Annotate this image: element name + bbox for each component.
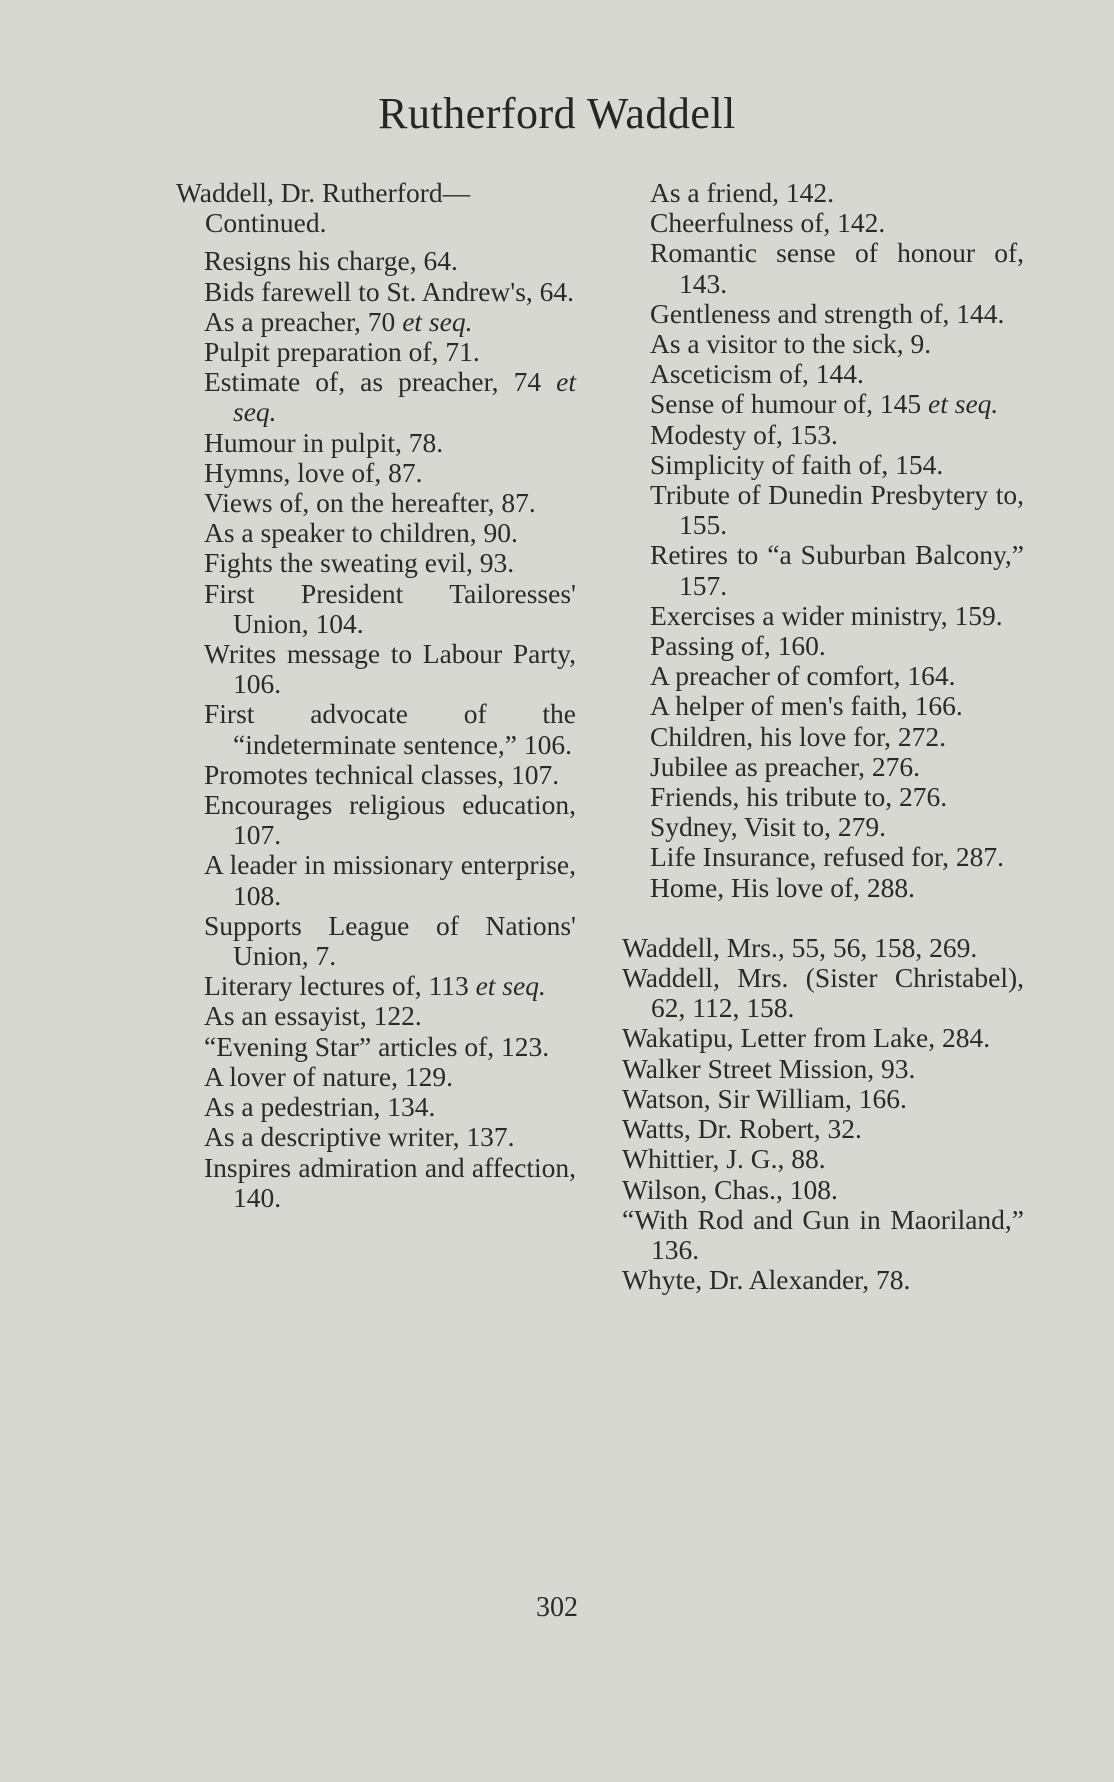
index-entry: As a friend, 142. [650, 177, 835, 208]
index-entry: Estimate of, as preacher, 74 et seq. [204, 366, 576, 428]
index-column-right [622, 178, 1024, 1295]
index-entry: Encourages religious education, 107. [204, 789, 576, 851]
index-entry: As a speaker to children, 90. [204, 517, 518, 549]
index-entry: Bids farewell to St. Andrew's, 64. [204, 275, 575, 307]
index-entry: Resigns his charge, 64. [204, 245, 458, 277]
index-entry: Jubilee as preacher, 276. [650, 750, 920, 782]
index-entry: Humour in pulpit, 78. [204, 426, 444, 458]
index-entry: Friends, his tribute to, 276. [650, 781, 948, 813]
index-entry: Inspires admiration and affection, 140. [204, 1151, 576, 1213]
index-entry: As a pedestrian, 134. [204, 1091, 436, 1123]
index-entry: Simplicity of faith of, 154. [650, 448, 944, 480]
index-entry: Supports League of Nations' Union, 7. [204, 909, 576, 972]
index-entry: Children, his love for, 272. [650, 720, 947, 752]
index-entry: Promotes technical classes, 107. [204, 758, 560, 790]
index-entry: Watts, Dr. Robert, 32. [622, 1113, 862, 1145]
index-entry: Hymns, love of, 87. [204, 456, 423, 488]
index-entry: Watson, Sir William, 166. [622, 1082, 907, 1114]
index-entry: As a preacher, 70 et seq. [204, 305, 473, 337]
index-entry: As an essayist, 122. [204, 1000, 422, 1032]
index-entry: Wilson, Chas., 108. [622, 1173, 838, 1205]
index-entry: Literary lectures of, 113 et seq. [204, 970, 546, 1002]
index-entry: “Evening Star” articles of, 123. [204, 1030, 550, 1062]
index-entry: A lover of nature, 129. [204, 1060, 453, 1092]
index-heading: Waddell, Dr. Rutherford— Continued. [176, 177, 471, 239]
index-entry: Exercises a wider ministry, 159. [650, 599, 1003, 631]
index-entry: A leader in missionary enterprise, 108. [204, 849, 576, 911]
index-entry: Writes message to Labour Party, 106. [204, 638, 576, 700]
page-number: 302 [536, 1592, 578, 1623]
index-entry: Views of, on the hereafter, 87. [204, 487, 536, 519]
index-entry: First advocate of the “indeterminate sentence,” 106. [204, 698, 576, 760]
index-entry: A preacher of comfort, 164. [650, 660, 956, 692]
index-entry: Whyte, Dr. Alexander, 78. [622, 1264, 911, 1296]
index-entry: Modesty of, 153. [650, 418, 838, 450]
index-entry: Asceticism of, 144. [650, 358, 864, 390]
index-entry: Pulpit preparation of, 71. [204, 336, 480, 368]
index-entry: Fights the sweating evil, 93. [204, 547, 515, 579]
index-entry: Life Insurance, refused for, 287. [650, 841, 1004, 873]
index-entry: Gentleness and strength of, 144. [650, 297, 1005, 329]
running-header: Rutherford Waddell [378, 89, 736, 138]
index-entry: Tribute of Dunedin Presbytery to, 155. [650, 479, 1024, 541]
index-entry: Sydney, Visit to, 279. [650, 811, 886, 843]
index-entry: A helper of men's faith, 166. [650, 690, 963, 722]
index-entry: Home, His love of, 288. [650, 871, 916, 903]
index-entry: Retires to “a Suburban Balcony,” 157. [650, 539, 1024, 601]
index-column-left [176, 178, 576, 1213]
index-entry: Walker Street Mission, 93. [622, 1052, 916, 1084]
index-entry: Sense of humour of, 145 et seq. [650, 388, 999, 420]
index-entry: Waddell, Mrs. (Sister Christabel), 62, 112, 158. [622, 962, 1024, 1024]
index-entry: Romantic sense of honour of, 143. [650, 237, 1024, 299]
index-entry: Whittier, J. G., 88. [622, 1143, 826, 1175]
index-entry: First President Tailoresses' Union, 104. [204, 577, 576, 639]
index-entry: As a visitor to the sick, 9. [650, 328, 932, 360]
index-entry: Wakatipu, Letter from Lake, 284. [622, 1022, 991, 1054]
index-entry: As a descriptive writer, 137. [204, 1121, 515, 1153]
index-entry: Cheerfulness of, 142. [650, 207, 886, 239]
index-entry: Waddell, Mrs., 55, 56, 158, 269. [622, 931, 978, 963]
index-entry: “With Rod and Gun in Maoriland,” 136. [622, 1203, 1024, 1265]
index-entry: Passing of, 160. [650, 630, 826, 662]
